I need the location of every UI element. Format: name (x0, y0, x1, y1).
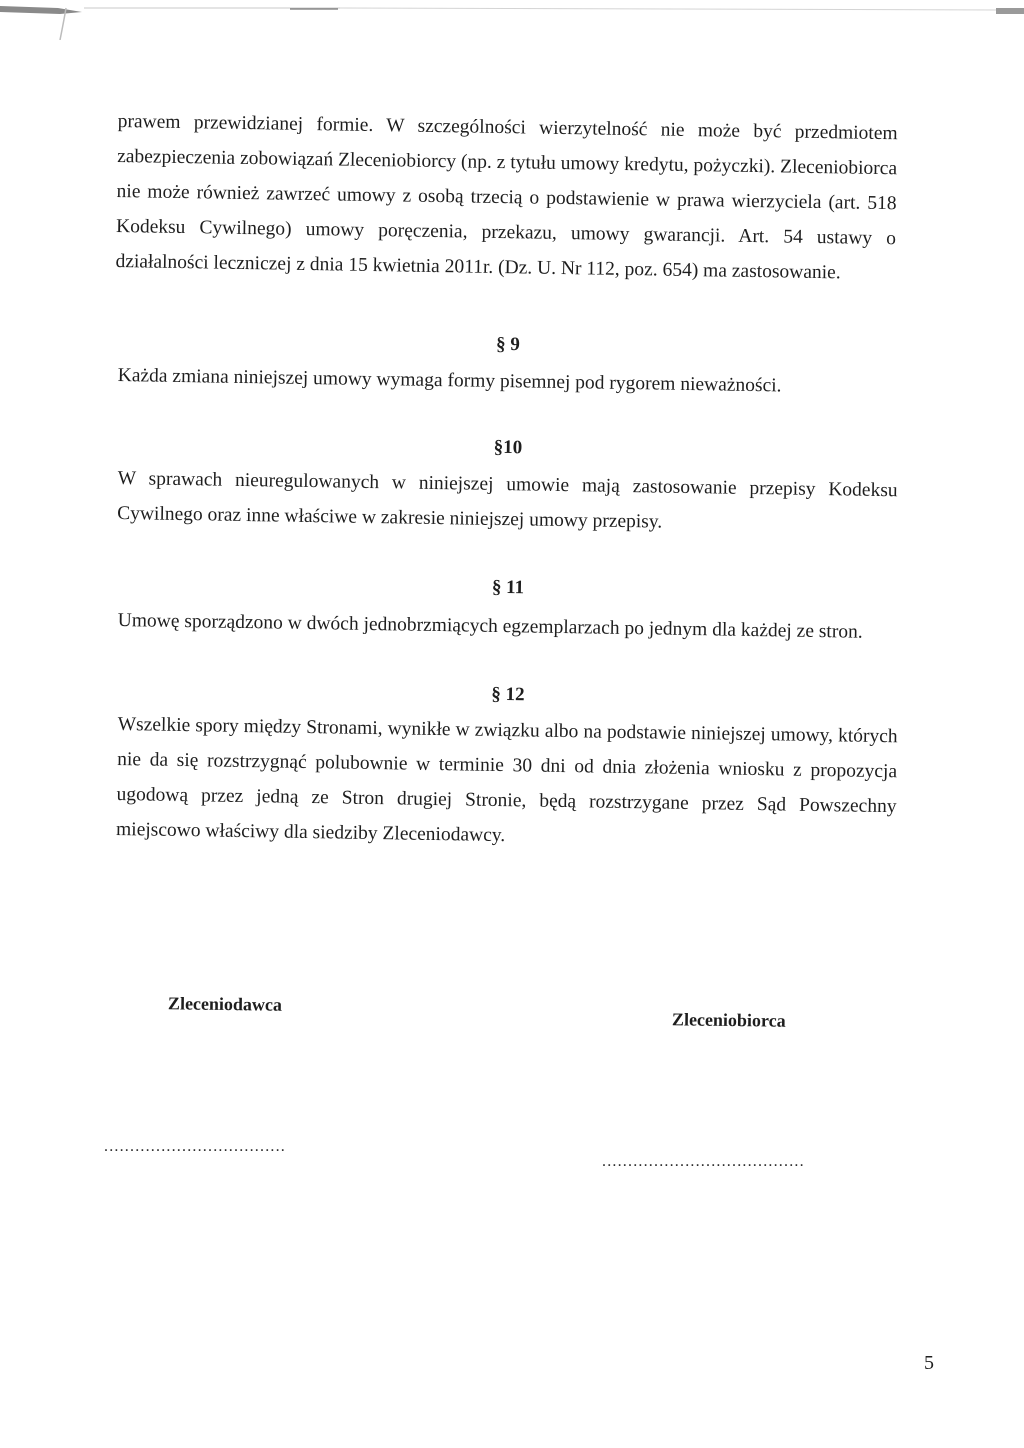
section-12-heading: § 12 (491, 683, 525, 706)
section-11-text: Umowę sporządzono w dwóch jednobrzmiących egzemplarzach po jednym dla każdej ze stron. (117, 609, 863, 643)
scan-edge-artifact (0, 0, 1024, 40)
continuation-paragraph: prawem przewidzianej formie. W szczególności wierzytelność nie może być przedmiotem zabezpieczenia zobowiązań Zleceniobiorcy (np. z tytułu umowy kredytu, pożyczki). Zleceniobiorca nie może również zawrzeć umowy z osobą trzecią o podstawienie w prawa wierzyciela (art. 518 Kodeksu Cywilnego) umowy poręczenia, przekazu, umowy gwarancji. Art. 54 ustawy o działalności leczniczej z dnia 15 kwietnia 2011r. (Dz. U. Nr 112, poz. 654) ma zastosowanie. (115, 110, 898, 284)
signature-line-left: ................................... (104, 1138, 286, 1155)
section-9-heading: § 9 (495, 333, 521, 356)
signature-label-contractor: Zleceniodawca (167, 993, 283, 1015)
page-number: 5 (924, 1352, 934, 1374)
section-9-text: Każda zmiana niniejszej umowy wymaga formy pisemnej pod rygorem nieważności. (117, 364, 782, 397)
signature-line-right: ....................................... (602, 1153, 805, 1170)
signature-label-contractee: Zleceniobiorca (671, 1009, 786, 1031)
section-12-text: Wszelkie spory między Stronami, wynikłe w związku albo na podstawie niniejszej umowy, których nie da się rozstrzygnąć polubownie w terminie 30 dni od dnia złożenia wniosku z propozycja ugodową przez jedną ze Stron drugiej Stronie, będą rozstrzygane przez Sąd Powszechny miejscowo właściwy dla siedziby Zleceniodawcy. (115, 713, 898, 847)
section-10-heading: §10 (493, 436, 523, 459)
section-10-text: W sprawach nieuregulowanych w niniejszej umowie mają zastosowanie przepisy Kodeksu Cywilnego oraz inne właściwe w zakresie niniejszej umowy przepisy. (117, 467, 898, 533)
section-11-heading: § 11 (491, 576, 525, 599)
